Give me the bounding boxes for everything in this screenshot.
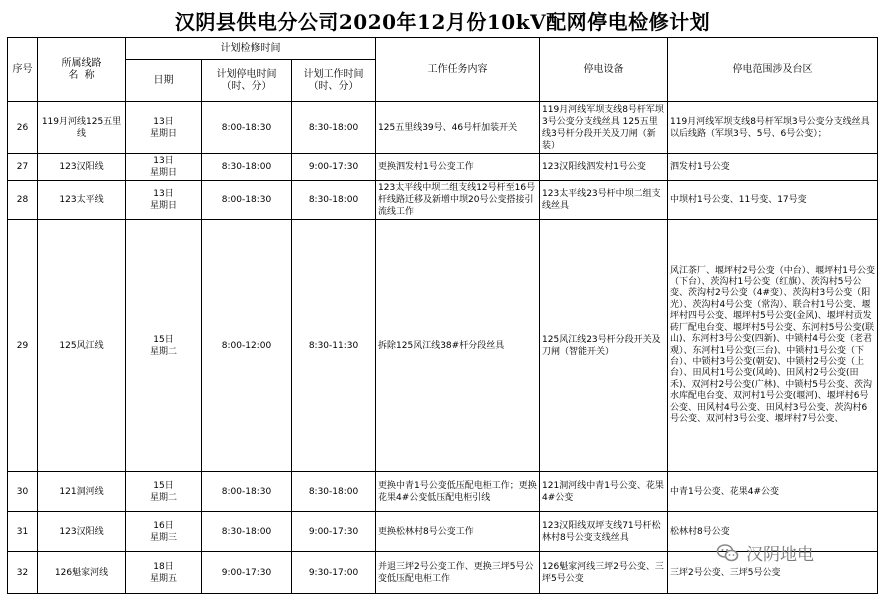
cell-seq: 32 bbox=[8, 552, 38, 594]
cell-task: 并退三坪2号公变工作、更换三坪5号公变低压配电柜工作 bbox=[376, 552, 540, 594]
cell-seq: 31 bbox=[8, 512, 38, 552]
cell-date-day: 16日 bbox=[153, 520, 174, 531]
cell-work: 9:00-17:30 bbox=[292, 154, 376, 181]
cell-task: 拆除125风江线38#杆分段丝具 bbox=[376, 220, 540, 472]
cell-equip: 125风江线23号杆分段开关及刀闸（智能开关） bbox=[540, 220, 668, 472]
cell-task: 125五里线39号、46号杆加装开关 bbox=[376, 102, 540, 154]
cell-equip: 121洞河线中青1号公变、花果4#公变 bbox=[540, 472, 668, 512]
cell-line: 119月河线125五里线 bbox=[38, 102, 126, 154]
cell-date bbox=[126, 512, 202, 552]
cell-outage: 8:00-18:30 bbox=[202, 472, 292, 512]
cell-outage: 8:30-18:00 bbox=[202, 154, 292, 181]
cell-date-day: 13日 bbox=[153, 156, 174, 166]
cell-equip: 123汉阳线双坪支线71号杆松林村8号公变支线丝具 bbox=[540, 512, 668, 552]
table-row bbox=[8, 472, 878, 512]
header-work-label-1: 计划工作时间 bbox=[303, 68, 364, 80]
header-outage-label-2: （时、分） bbox=[221, 80, 272, 92]
header-outage-label-1: 计划停电时间 bbox=[216, 68, 277, 80]
cell-date bbox=[126, 154, 202, 181]
cell-work: 8:30-18:00 bbox=[292, 102, 376, 154]
cell-area: 中青1号公变、花果4#公变 bbox=[668, 472, 878, 512]
cell-date-day: 13日 bbox=[153, 116, 174, 127]
table-row bbox=[8, 220, 878, 472]
header-line bbox=[38, 38, 126, 102]
header-task: 工作任务内容 bbox=[376, 38, 540, 102]
cell-date-weekday: 星期日 bbox=[149, 201, 177, 211]
cell-outage: 8:00-18:30 bbox=[202, 102, 292, 154]
cell-date-day: 13日 bbox=[153, 189, 174, 199]
cell-date-weekday: 星期五 bbox=[149, 573, 177, 584]
cell-seq: 30 bbox=[8, 472, 38, 512]
cell-line: 125风江线 bbox=[38, 220, 126, 472]
watermark bbox=[716, 540, 814, 565]
cell-outage: 8:00-18:30 bbox=[202, 181, 292, 220]
cell-line: 123太平线 bbox=[38, 181, 126, 220]
watermark-text: 汉阴地电 bbox=[746, 545, 814, 565]
cell-line: 123汉阳线 bbox=[38, 512, 126, 552]
cell-outage: 8:30-18:00 bbox=[202, 512, 292, 552]
cell-task: 123太平线中坝二组支线12号杆至16号杆线路迁移及新增中坝20号公变搭接引流线工作 bbox=[376, 181, 540, 220]
header-line-label-1: 所属线路 bbox=[61, 57, 102, 69]
cell-area: 119月河线军坝支线8号杆军坝3号公变分支线丝具以后线路（军坝3号、5号、6号公变）； bbox=[668, 102, 878, 154]
table-row bbox=[8, 102, 878, 154]
cell-line: 123汉阳线 bbox=[38, 154, 126, 181]
cell-work: 8:30-11:30 bbox=[292, 220, 376, 472]
wechat-icon bbox=[716, 541, 740, 565]
cell-area: 泗发村1号公变 bbox=[668, 154, 878, 181]
page-title: 汉阴县供电分公司2020年12月份10kV配网停电检修计划 bbox=[174, 10, 711, 34]
cell-seq: 26 bbox=[8, 102, 38, 154]
cell-date-day: 15日 bbox=[153, 334, 174, 345]
header-date: 日期 bbox=[126, 60, 202, 102]
cell-seq: 27 bbox=[8, 154, 38, 181]
cell-date bbox=[126, 472, 202, 512]
cell-date-weekday: 星期二 bbox=[149, 492, 177, 503]
cell-seq: 28 bbox=[8, 181, 38, 220]
header-plan: 计划检修时间 bbox=[126, 38, 376, 60]
cell-equip: 126魁家河线三坪2号公变、三坪5号公变 bbox=[540, 552, 668, 594]
cell-date-weekday: 星期二 bbox=[149, 346, 177, 357]
header-work bbox=[292, 60, 376, 102]
cell-work: 9:00-17:30 bbox=[292, 512, 376, 552]
cell-work: 8:30-18:00 bbox=[292, 181, 376, 220]
cell-line: 121洞河线 bbox=[38, 472, 126, 512]
cell-date bbox=[126, 102, 202, 154]
cell-outage: 8:00-12:00 bbox=[202, 220, 292, 472]
header-area: 停电范围涉及台区 bbox=[668, 38, 878, 102]
cell-date-weekday: 星期三 bbox=[149, 532, 177, 543]
cell-date-day: 18日 bbox=[153, 561, 174, 572]
cell-date bbox=[126, 181, 202, 220]
header-seq: 序号 bbox=[8, 38, 38, 102]
table-header-row bbox=[8, 38, 878, 60]
header-equip: 停电设备 bbox=[540, 38, 668, 102]
cell-outage: 9:00-17:30 bbox=[202, 552, 292, 594]
table-row bbox=[8, 154, 878, 181]
table-row bbox=[8, 181, 878, 220]
cell-date bbox=[126, 220, 202, 472]
cell-task: 更换中青1号公变低压配电柜工作；更换花果4#公变低压配电柜引线 bbox=[376, 472, 540, 512]
cell-date-weekday: 星期日 bbox=[149, 128, 177, 139]
cell-equip: 123汉阳线泗发村1号公变 bbox=[540, 154, 668, 181]
cell-task: 更换泗发村1号公变工作 bbox=[376, 154, 540, 181]
cell-date-weekday: 星期日 bbox=[149, 168, 177, 178]
header-work-label-2: （时、分） bbox=[308, 80, 359, 92]
cell-equip: 119月河线军坝支线8号杆军坝3号公变分支线丝具 125五里线3号杆分段开关及刀闸（新装） bbox=[540, 102, 668, 154]
cell-work: 8:30-18:00 bbox=[292, 472, 376, 512]
header-line-label-2: 名 称 bbox=[68, 69, 95, 81]
cell-seq: 29 bbox=[8, 220, 38, 472]
header-outage bbox=[202, 60, 292, 102]
cell-task: 更换松林村8号公变工作 bbox=[376, 512, 540, 552]
cell-area: 风江茶厂、堰坪村2号公变（中台）、堰坪村1号公变（下台）、茨沟村1号公变（红旗）、茨沟村5号公变、茨沟村2号公变（4#变）、茨沟村3号公变（阳光）、茨沟村4号公变（常沟）、联合村1号公变、堰坪村四号公变、堰坪村5号公变(金风)、堰坪村贡发砖厂配电台变、堰坪村5号公变、东河村5号公变(联山)、东河村3号公变(四新)、中锁村4号公变（老君观）、东河村1号公变(三台)、中锁村1号公变（下台）、中锁村3号公变(朝安)、中锁村2号公变（上台）、田风村1号公变(风岭)、田风村2号公变(田禾)、双河村2号公变(广林)、中锁村5号公变、茨沟水库配电台变、双河村1号公变(堰河)、堰坪村6号公变、田风村4号公变、田风村3号公变、茨沟村6号公变、双河村3号公变、堰坪村7号公变、 bbox=[668, 220, 878, 472]
cell-date bbox=[126, 552, 202, 594]
cell-line: 126魁家河线 bbox=[38, 552, 126, 594]
outage-plan-table bbox=[7, 37, 878, 594]
cell-area: 三坪2号公变、三坪5号公变 bbox=[668, 552, 878, 594]
cell-date-day: 15日 bbox=[153, 480, 174, 491]
cell-equip: 123太平线23号杆中坝二组支线丝具 bbox=[540, 181, 668, 220]
cell-area: 中坝村1号公变、11号变、17号变 bbox=[668, 181, 878, 220]
cell-area: 松林村8号公变 bbox=[668, 512, 878, 552]
cell-work: 9:30-17:00 bbox=[292, 552, 376, 594]
